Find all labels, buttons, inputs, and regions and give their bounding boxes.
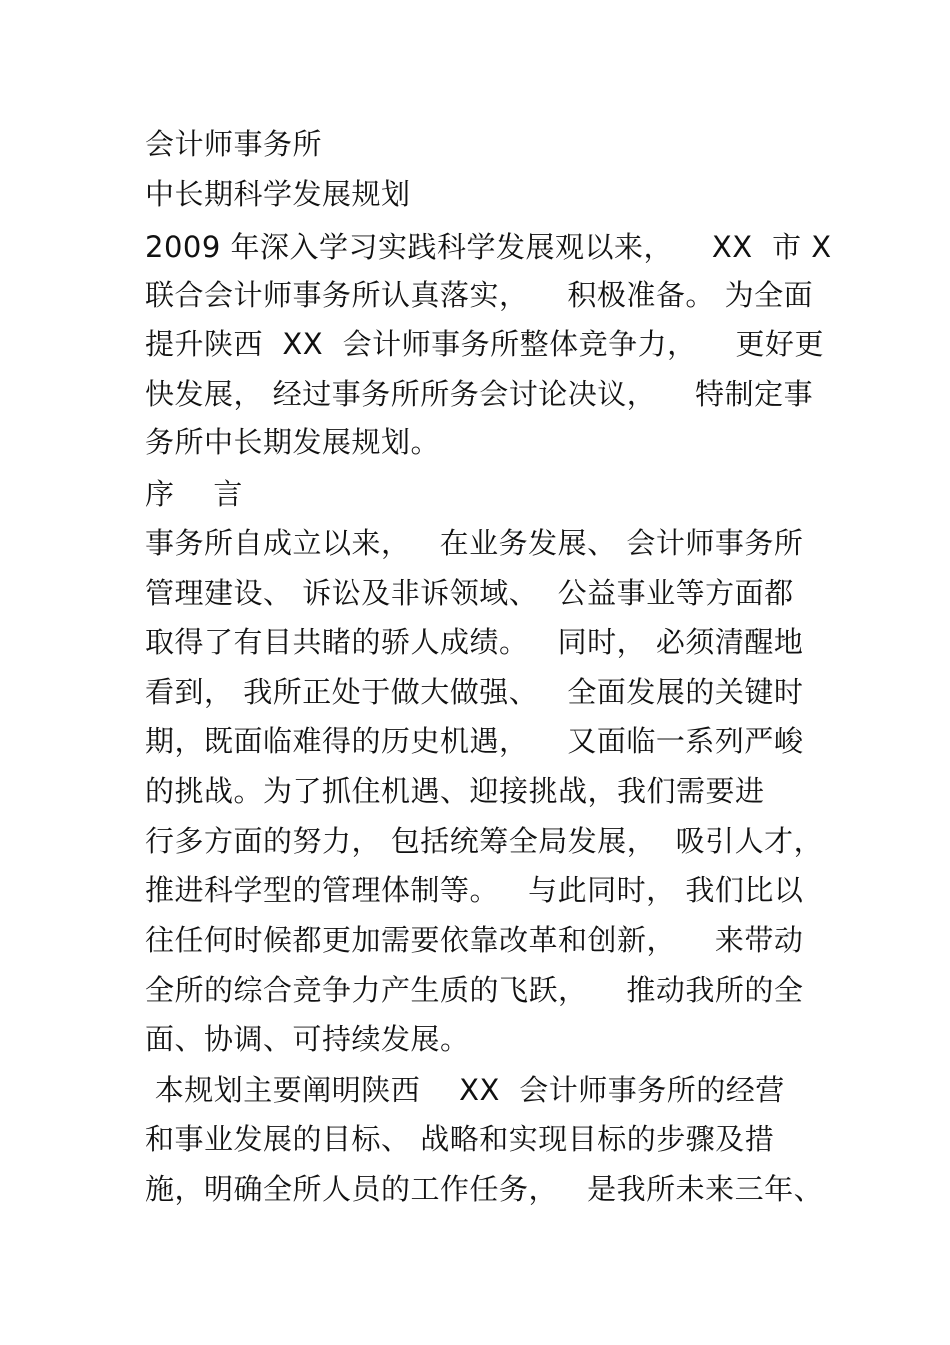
intro-line-3: 提升陕西 XX 会计师事务所整体竞争力， 更好更 xyxy=(145,327,824,361)
heading-line-1: 会计师事务所 xyxy=(145,127,323,161)
preface-line-1: 事务所自成立以来， 在业务发展、 会计师事务所 xyxy=(145,526,804,560)
preface-line-11: 面、协调、可持续发展。 xyxy=(145,1022,470,1056)
intro-line-1: 2009 年深入学习实践科学发展观以来， XX 市 X xyxy=(145,230,832,264)
preface-title: 序 言 xyxy=(145,477,243,511)
preface-line-3: 取得了有目共睹的骄人成绩。 同时， 必须清醒地 xyxy=(145,625,804,659)
plan-line-2: 和事业发展的目标、 战略和实现目标的步骤及措 xyxy=(145,1122,775,1156)
preface-line-9: 往任何时候都更加需要依靠改革和创新， 来带动 xyxy=(145,923,804,957)
preface-line-10: 全所的综合竞争力产生质的飞跃， 推动我所的全 xyxy=(145,973,804,1007)
plan-line-3: 施，明确全所人员的工作任务， 是我所未来三年、 xyxy=(145,1172,824,1206)
preface-line-8: 推进科学型的管理体制等。 与此同时， 我们比以 xyxy=(145,873,804,907)
preface-line-2: 管理建设、 诉讼及非诉领域、 公益事业等方面都 xyxy=(145,576,794,610)
preface-line-6: 的挑战。为了抓住机遇、迎接挑战，我们需要进 xyxy=(145,774,765,808)
plan-line-1: 本规划主要阐明陕西 XX 会计师事务所的经营 xyxy=(145,1073,785,1107)
intro-line-5: 务所中长期发展规划。 xyxy=(145,425,441,459)
intro-line-4: 快发展， 经过事务所所务会讨论决议， 特制定事 xyxy=(145,377,814,411)
preface-line-5: 期，既面临难得的历史机遇， 又面临一系列严峻 xyxy=(145,724,804,758)
preface-line-4: 看到， 我所正处于做大做强、 全面发展的关键时 xyxy=(145,675,804,709)
heading-line-2: 中长期科学发展规划 xyxy=(145,177,411,211)
intro-line-2: 联合会计师事务所认真落实， 积极准备。 为全面 xyxy=(145,278,814,312)
preface-line-7: 行多方面的努力， 包括统筹全局发展， 吸引人才， xyxy=(145,824,824,858)
